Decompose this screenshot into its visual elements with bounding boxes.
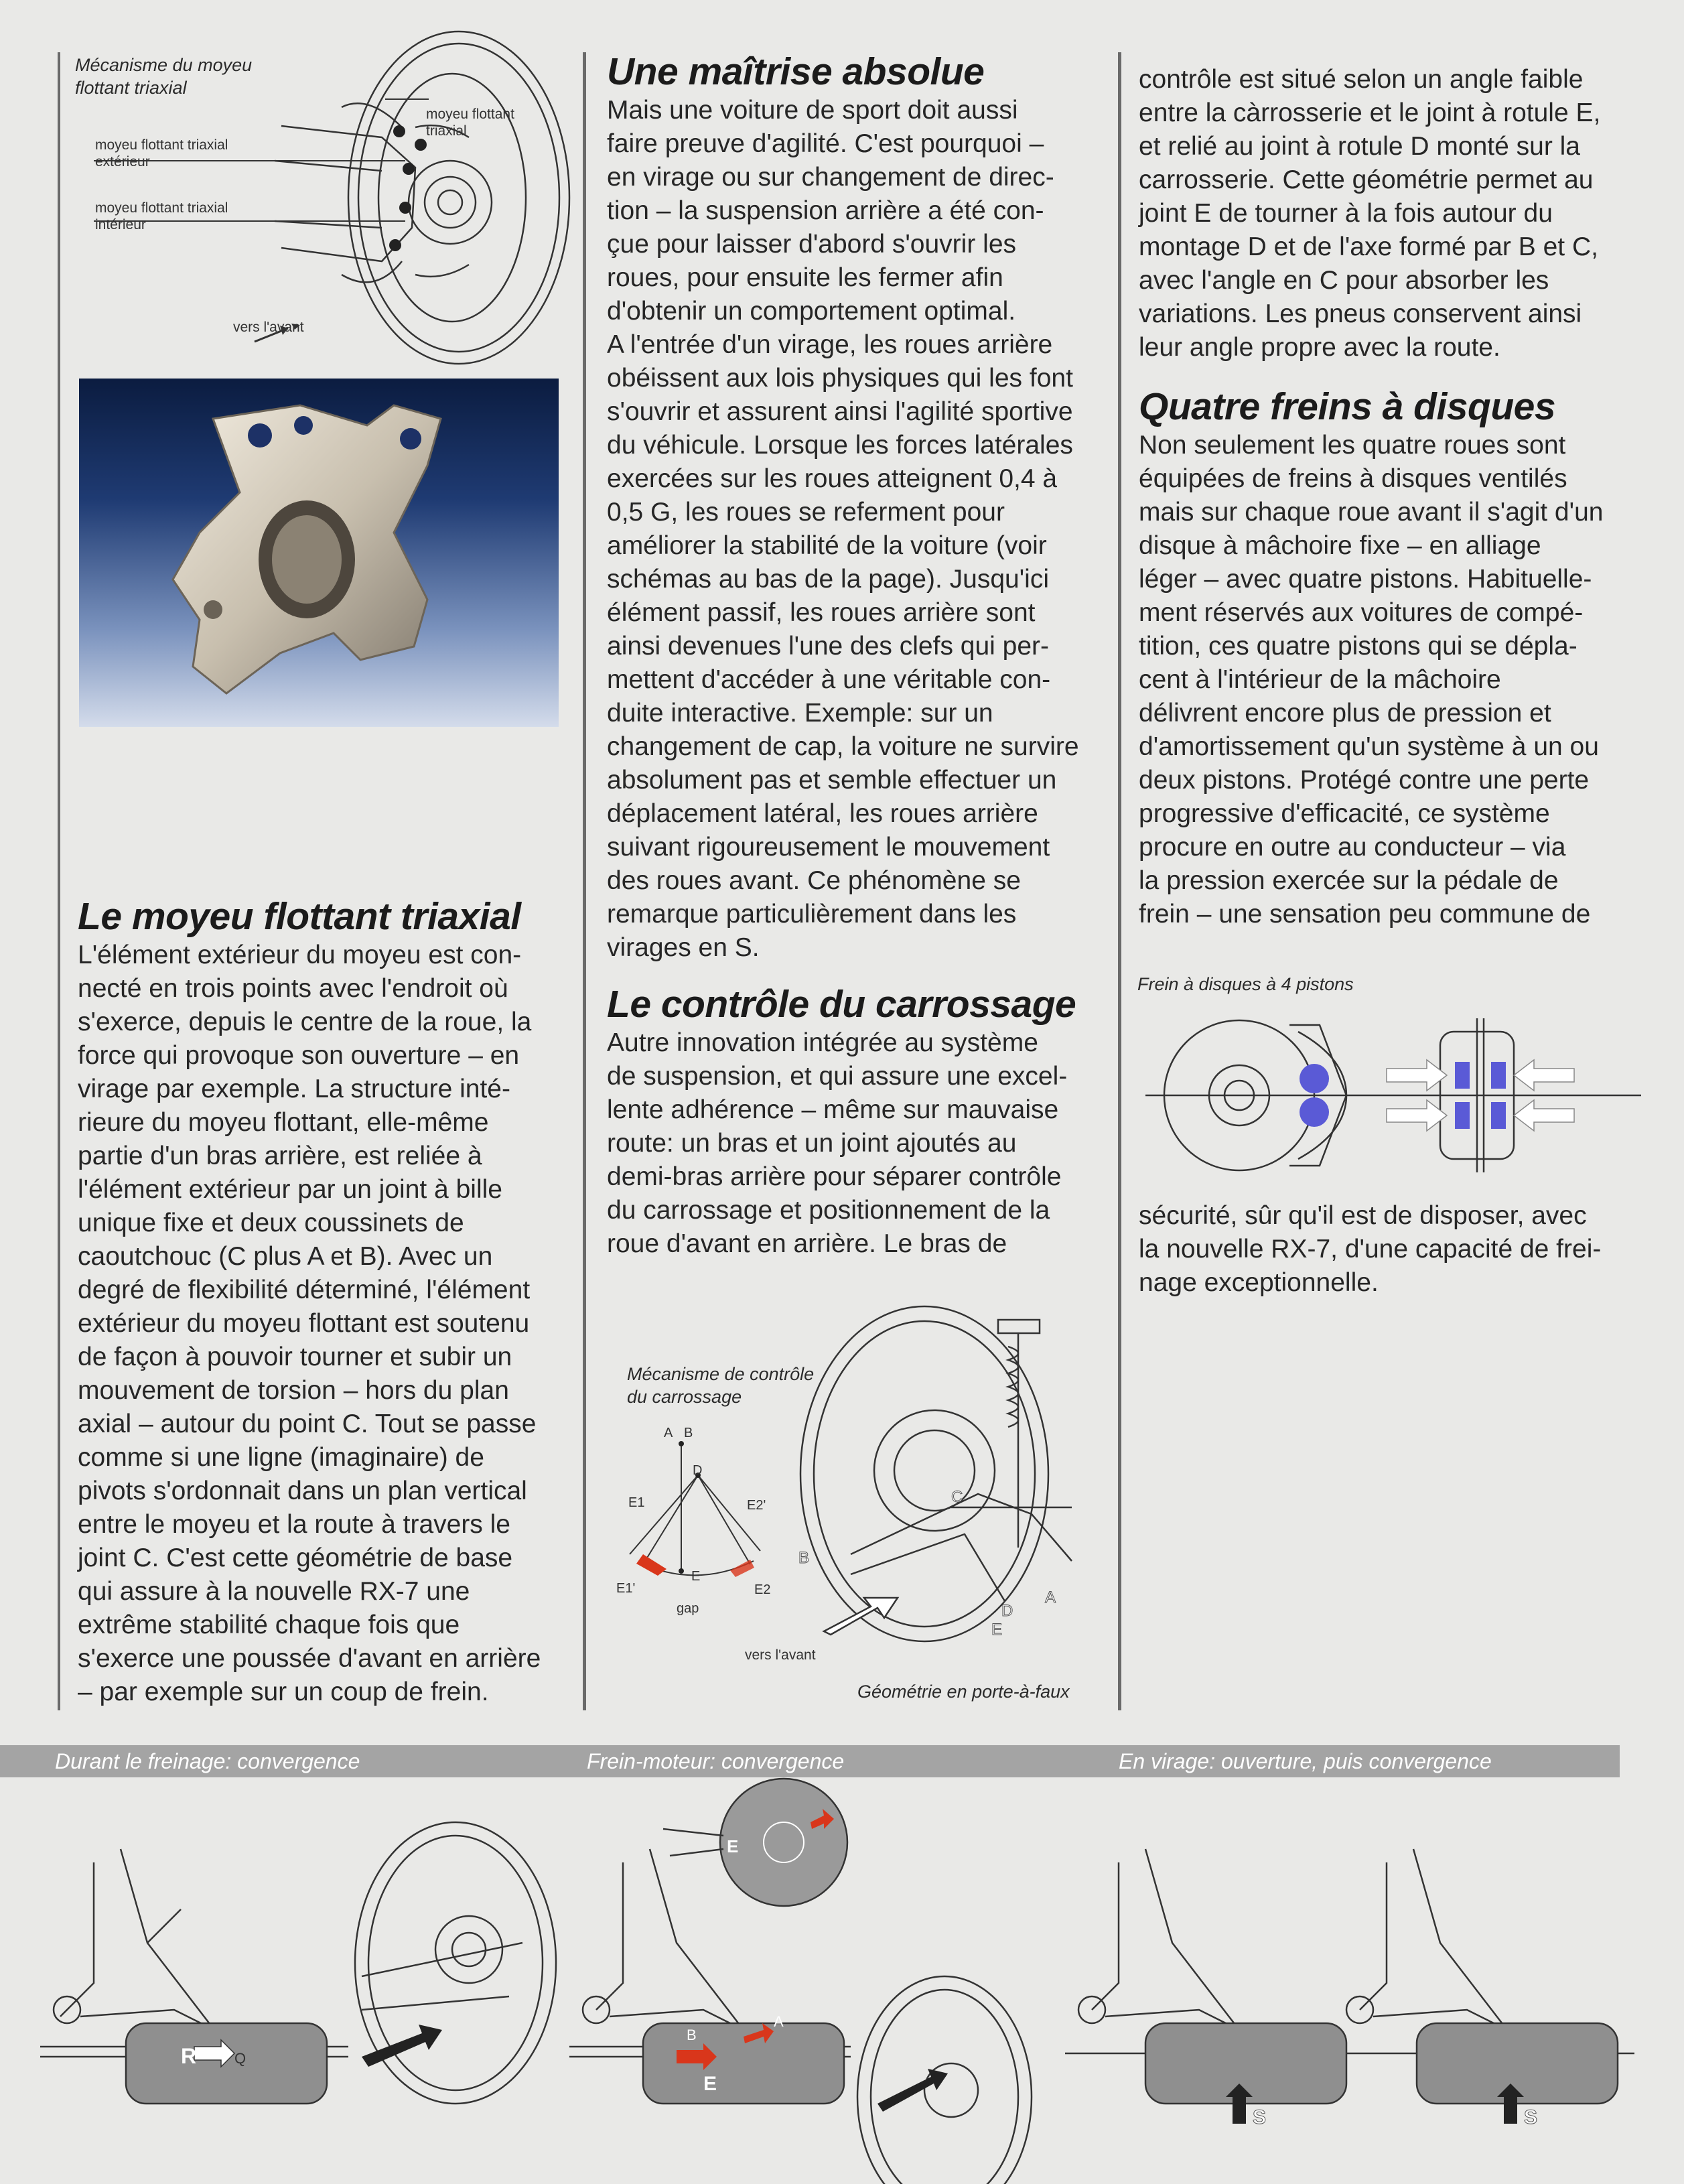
camber-label-e: E <box>691 1569 701 1584</box>
label-s-2: S <box>1524 2106 1538 2128</box>
hub-figure-caption: Mécanisme du moyeu flottant triaxial <box>75 55 253 98</box>
label-q: Q <box>234 2050 247 2067</box>
svg-text:A: A <box>1045 1588 1056 1607</box>
label-e: E <box>703 2073 717 2095</box>
text-camber-continued: contrôle est situé selon un angle faible entre la càrrosserie et le joint à rotule E, et relié au joint à rotule D monté sur la carrosserie. Cette géométrie permet au joint E de tourner à la fois autour du montage D et de l'axe formé par B et C, avec l'angle en C pour absorber les variations. Les pneus conservent ainsi leur angle propre avec la route. <box>1139 65 1601 362</box>
camber-label-e2-prime: E2' <box>747 1498 766 1513</box>
label-s-1: S <box>1253 2106 1267 2128</box>
band-label-cornering: En virage: ouverture, puis convergence <box>1119 1749 1492 1773</box>
label-forward-top: vers l'avant <box>233 320 304 335</box>
camber-label-d: D <box>693 1463 703 1478</box>
camber-label-a: A <box>664 1426 673 1440</box>
brake-figure-caption: Frein à disques à 4 pistons <box>1137 974 1354 994</box>
text-camber-control: Autre innovation intégrée au système de suspension, et qui assure une excel- lente adhérence – même sur mauvaise route: un bras et un joint ajoutés au demi-bras arrière pour séparer contrôle du carrossage et positionnement de la roue d'avant en arrière. Le bras de <box>607 1028 1068 1258</box>
heading-mastery: Une maîtrise absolue <box>607 50 985 93</box>
camber-label-e1: E1 <box>628 1495 645 1510</box>
label-forward-geometry: vers l'avant <box>745 1647 816 1663</box>
svg-text:E: E <box>991 1621 1003 1639</box>
label-hub-inner: moyeu flottant triaxial intérieur <box>95 200 228 232</box>
diagram-cornering-toe-out-then-in <box>1065 1809 1641 2184</box>
text-brakes-conclusion: sécurité, sûr qu'il est de disposer, avec la nouvelle RX-7, d'une capacité de frei- nage exceptionnelle. <box>1139 1201 1602 1297</box>
hub-carrier-photo <box>79 379 559 727</box>
diagram-braking-toe-in <box>40 1809 563 2184</box>
suspension-geometry-diagram <box>790 1293 1112 1655</box>
diagram-engine-brake-toe-in <box>569 1782 1092 2184</box>
band-label-braking: Durant le freinage: convergence <box>55 1749 360 1773</box>
camber-figure-caption: Mécanisme de contrôle du carrossage <box>627 1364 815 1407</box>
text-floating-hub: L'élément extérieur du moyeu est con- necté en trois points avec l'endroit où s'exerce, depuis le centre de la roue, la force qui provoque son ouverture – en virage par exemple. La structure inté- rieure du moyeu flottant, elle-même partie d'un bras arrière, est reliée à l'élément extérieur par un joint à bille unique fixe et deux coussinets de caoutchouc (C plus A et B). Avec un degré de flexibilité déterminé, l'élément extérieur du moyeu flottant est soutenu de façon à pouvoir tourner et subir un mouvement de torsion – hors du plan axial – autour du point C. Tout se passe comme si une ligne (imaginaire) de pivots s'ordonnait dans un plan vertical entre le moyeu et la route à travers le joint C. C'est cette géométrie de base qui assure à la nouvelle RX-7 une extrême stabilité chaque fois que s'exerce une poussée d'avant en arrière – par exemple sur un coup de frein. <box>78 941 541 1706</box>
column-rule-middle <box>583 52 586 1710</box>
label-b: B <box>687 2027 697 2043</box>
label-e-top: E <box>727 1836 739 1856</box>
text-disc-brakes: Non seulement les quatre roues sont équipées de freins à disques ventilés mais sur chaque roue avant il s'agit d'un disque à mâchoire fixe – en alliage léger – avec quatre pistons. Habituelle- ment réservés aux voitures de compé- tition, ces quatre pistons qui se dépla- cent à l'intérieur de la mâchoire délivrent encore plus de pression et d'amortissement qu'un système à un ou deux pistons. Protégé contre une perte progressive d'efficacité, ce système procure en outre au conducteur – via la pression exercée sur la pédale de frein – une sensation peu commune de <box>1139 431 1604 929</box>
camber-label-b: B <box>684 1426 693 1440</box>
svg-text:B: B <box>798 1549 810 1567</box>
label-r: R <box>181 2044 197 2068</box>
heading-floating-hub: Le moyeu flottant triaxial <box>78 895 521 938</box>
label-hub-outer: moyeu flottant triaxial extérieur <box>95 137 228 169</box>
svg-text:C: C <box>951 1488 963 1506</box>
heading-disc-brakes: Quatre freins à disques <box>1139 385 1556 428</box>
text-mastery: Mais une voiture de sport doit aussi faire preuve d'agilité. C'est pourquoi – en virage ou sur changement de direc- tion – la suspension arrière a été con- çue pour laisser d'abord s'ouvrir les roues, pour ensuite les fermer afin d'obtenir un comportement optimal. A l'entrée d'un virage, les roues arrière obéissent aux lois physiques qui les font s'ouvrir et assurent ainsi l'agilité sportive du véhicule. Lorsque les forces latérales exercées sur les roues atteignent 0,4 à 0,5 G, les roues se referment pour améliorer la stabilité de la voiture (voir schémas au bas de la page). Jusqu'ici élément passif, les roues arrière sont ainsi devenues l'une des clefs qui per- mettent d'accéder à une véritable con- duite interactive. Exemple: sur un changement de cap, la voiture ne survire absolument pas et semble effectuer un déplacement latéral, les roues arrière suivant rigoureusement le mouvement des roues avant. Ce phénomène se remarque particulièrement dans les virages en S. <box>607 96 1079 962</box>
four-piston-brake-diagram <box>1145 1005 1641 1186</box>
svg-text:D: D <box>1001 1602 1013 1620</box>
camber-label-e2: E2 <box>754 1582 771 1597</box>
camber-label-gap: gap <box>677 1601 699 1616</box>
label-hub-top: moyeu flottant triaxial <box>426 107 514 139</box>
column-rule-right <box>1118 52 1121 1710</box>
camber-label-e1-prime: E1' <box>616 1581 636 1596</box>
geometry-figure-caption: Géométrie en porte-à-faux <box>857 1682 1070 1702</box>
label-a: A <box>774 2013 784 2030</box>
column-rule-left <box>58 52 60 1710</box>
heading-camber-control: Le contrôle du carrossage <box>607 983 1076 1026</box>
band-label-engine-brake: Frein-moteur: convergence <box>587 1749 845 1773</box>
